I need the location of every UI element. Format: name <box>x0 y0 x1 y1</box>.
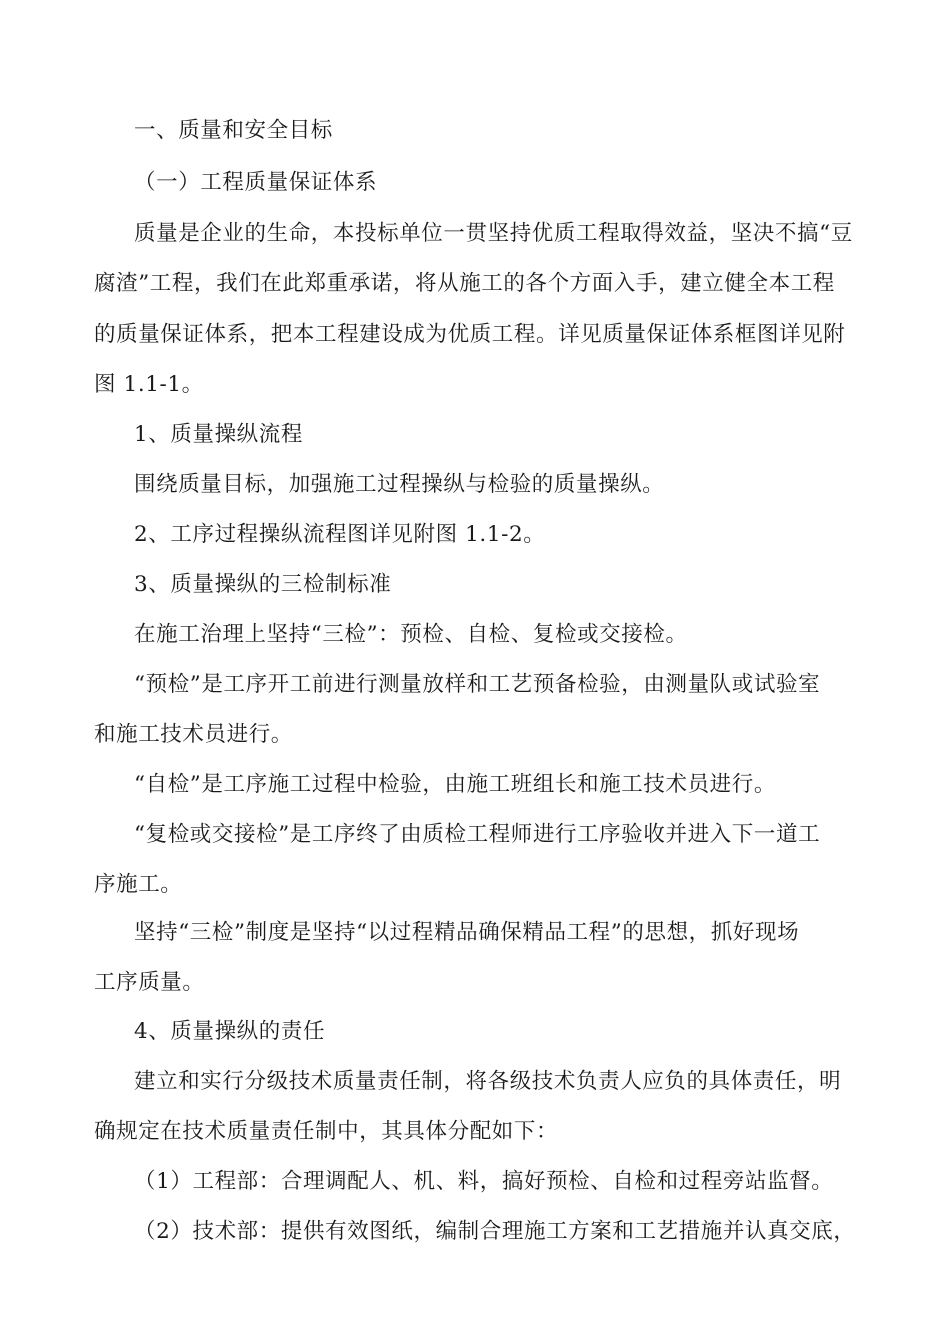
item-heading: 1、质量操纵流程 <box>134 422 303 447</box>
paragraph-line: 确规定在技术质量责任制中，其具体分配如下： <box>94 1119 559 1144</box>
paragraph-line: 图 1.1-1。 <box>94 372 204 397</box>
paragraph-line: 坚持“三检”制度是坚持“以过程精品确保精品工程”的思想，抓好现场 <box>134 920 800 945</box>
paragraph-line: 腐渣”工程，我们在此郑重承诺，将从施工的各个方面入手，建立健全本工程 <box>94 271 835 296</box>
subsection-heading: （一）工程质量保证体系 <box>134 170 378 195</box>
paragraph-line: 质量是企业的生命，本投标单位一贯坚持优质工程取得效益，坚决不搞“豆 <box>134 221 853 246</box>
paragraph-line: 围绕质量目标，加强施工过程操纵与检验的质量操纵。 <box>134 472 665 497</box>
paragraph-line: 的质量保证体系，把本工程建设成为优质工程。详见质量保证体系框图详见附 <box>94 322 846 347</box>
item-heading: 3、质量操纵的三检制标准 <box>134 572 392 597</box>
section-heading: 一、质量和安全目标 <box>134 118 333 143</box>
list-item: （2）技术部：提供有效图纸，编制合理施工方案和工艺措施并认真交底， <box>134 1219 856 1244</box>
paragraph-line: “预检”是工序开工前进行测量放样和工艺预备检验，由测量队或试验室 <box>134 672 821 697</box>
paragraph-line: “复检或交接检”是工序终了由质检工程师进行工序验收并进入下一道工 <box>134 822 821 847</box>
paragraph-line: 工序质量。 <box>94 970 205 995</box>
paragraph-line: 序施工。 <box>94 872 183 897</box>
paragraph-line: “自检”是工序施工过程中检验，由施工班组长和施工技术员进行。 <box>134 772 776 797</box>
item-heading: 2、工序过程操纵流程图详见附图 1.1-2。 <box>134 522 546 547</box>
paragraph-line: 建立和实行分级技术质量责任制，将各级技术负责人应负的具体责任，明 <box>134 1069 842 1094</box>
list-item: （1）工程部：合理调配人、机、料，搞好预检、自检和过程旁站监督。 <box>134 1169 834 1194</box>
item-heading: 4、质量操纵的责任 <box>134 1019 326 1044</box>
paragraph-line: 在施工治理上坚持“三检”：预检、自检、复检或交接检。 <box>134 622 688 647</box>
paragraph-line: 和施工技术员进行。 <box>94 722 293 747</box>
